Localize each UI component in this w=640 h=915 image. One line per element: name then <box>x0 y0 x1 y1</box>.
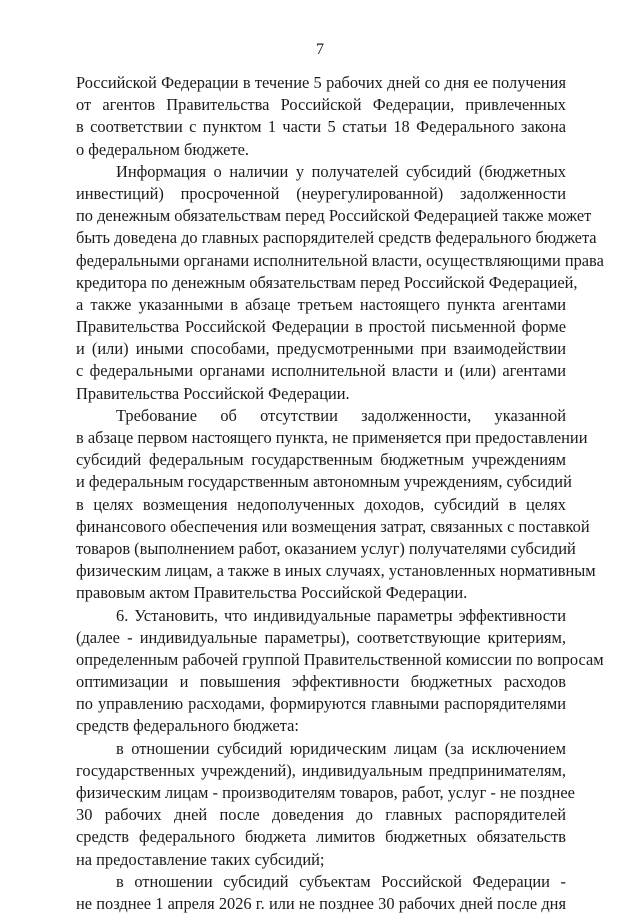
document-body <box>76 72 604 915</box>
text-line: 30 рабочих дней после доведения до главных распорядителей <box>76 805 566 825</box>
text-line: о федеральном бюджете. <box>76 139 249 159</box>
text-line: в абзаце первом настоящего пункта, не применяется при предоставлении <box>76 428 588 447</box>
text-line: физическим лицам, а также в иных случаях, установленных нормативным <box>76 561 596 581</box>
text-line: средств федерального бюджета: <box>76 716 299 736</box>
paragraph <box>76 871 566 915</box>
paragraph <box>76 605 604 738</box>
paragraph <box>76 161 604 405</box>
text-line: в отношении субсидий юридическим лицам (за исключением <box>116 738 566 758</box>
text-line: и федеральным государственным автономным учреждениям, субсидий <box>76 472 572 492</box>
text-line: быть доведена до главных распорядителей средств федерального бюджета <box>76 228 597 248</box>
text-line: с федеральными органами исполнительной власти и (или) агентами <box>76 361 566 381</box>
text-line: Требование об отсутствии задолженности, указанной <box>116 405 566 425</box>
text-line: инвестиций) просроченной (неурегулированной) задолженности <box>76 183 566 203</box>
text-line: субсидий федеральным государственным бюджетным учреждениям <box>76 450 566 470</box>
text-line: не позднее 1 апреля 2026 г. или не позднее 30 рабочих дней после дня <box>76 893 566 913</box>
text-line: Информация о наличии у получателей субсидий (бюджетных <box>116 161 566 181</box>
text-line: и (или) иными способами, предусмотренными при взаимодействии <box>76 339 566 359</box>
text-line: правовым актом Правительства Российской Федерации. <box>76 583 468 603</box>
page-number: 7 <box>316 41 324 58</box>
text-line: (далее - индивидуальные параметры), соответствующие критериям, <box>76 627 566 647</box>
text-line: Правительства Российской Федерации. <box>76 383 350 403</box>
text-line: в соответствии с пунктом 1 части 5 статьи 18 Федерального закона <box>76 117 566 137</box>
text-line: финансового обеспечения или возмещения затрат, связанных с поставкой <box>76 516 590 536</box>
text-line: физическим лицам - производителям товаров, работ, услуг - не позднее <box>76 783 575 802</box>
text-line: товаров (выполнением работ, оказанием услуг) получателями субсидий <box>76 538 576 558</box>
text-line: а также указанными в абзаце третьем настоящего пункта агентами <box>76 294 566 314</box>
paragraph <box>76 405 596 605</box>
text-line: кредитора по денежным обязательствам перед Российской Федерацией, <box>76 272 578 292</box>
text-line: определенным рабочей группой Правительственной комиссии по вопросам <box>76 649 604 669</box>
text-line: по управлению расходами, формируются главными распорядителями <box>76 694 566 714</box>
text-line: федеральными органами исполнительной власти, осуществляющими права <box>76 250 604 270</box>
text-line: по денежным обязательствам перед Российской Федерацией также может <box>76 206 592 226</box>
text-line: Правительства Российской Федерации в простой письменной форме <box>76 317 566 337</box>
text-line: в целях возмещения недополученных доходов, субсидий в целях <box>76 494 566 514</box>
text-line: на предоставление таких субсидий; <box>76 849 325 869</box>
paragraph <box>76 72 566 161</box>
text-line: в отношении субсидий субъектам Российской Федерации - <box>116 871 566 891</box>
text-line: средств федерального бюджета лимитов бюджетных обязательств <box>76 827 566 847</box>
text-line: от агентов Правительства Российской Федерации, привлеченных <box>76 95 566 115</box>
paragraph <box>76 738 575 871</box>
text-line: Российской Федерации в течение 5 рабочих дней со дня ее получения <box>76 73 566 92</box>
text-line: 6. Установить, что индивидуальные параметры эффективности <box>116 605 566 625</box>
text-line: оптимизации и повышения эффективности бюджетных расходов <box>76 672 566 692</box>
text-line: государственных учреждений), индивидуальным предпринимателям, <box>76 760 566 780</box>
